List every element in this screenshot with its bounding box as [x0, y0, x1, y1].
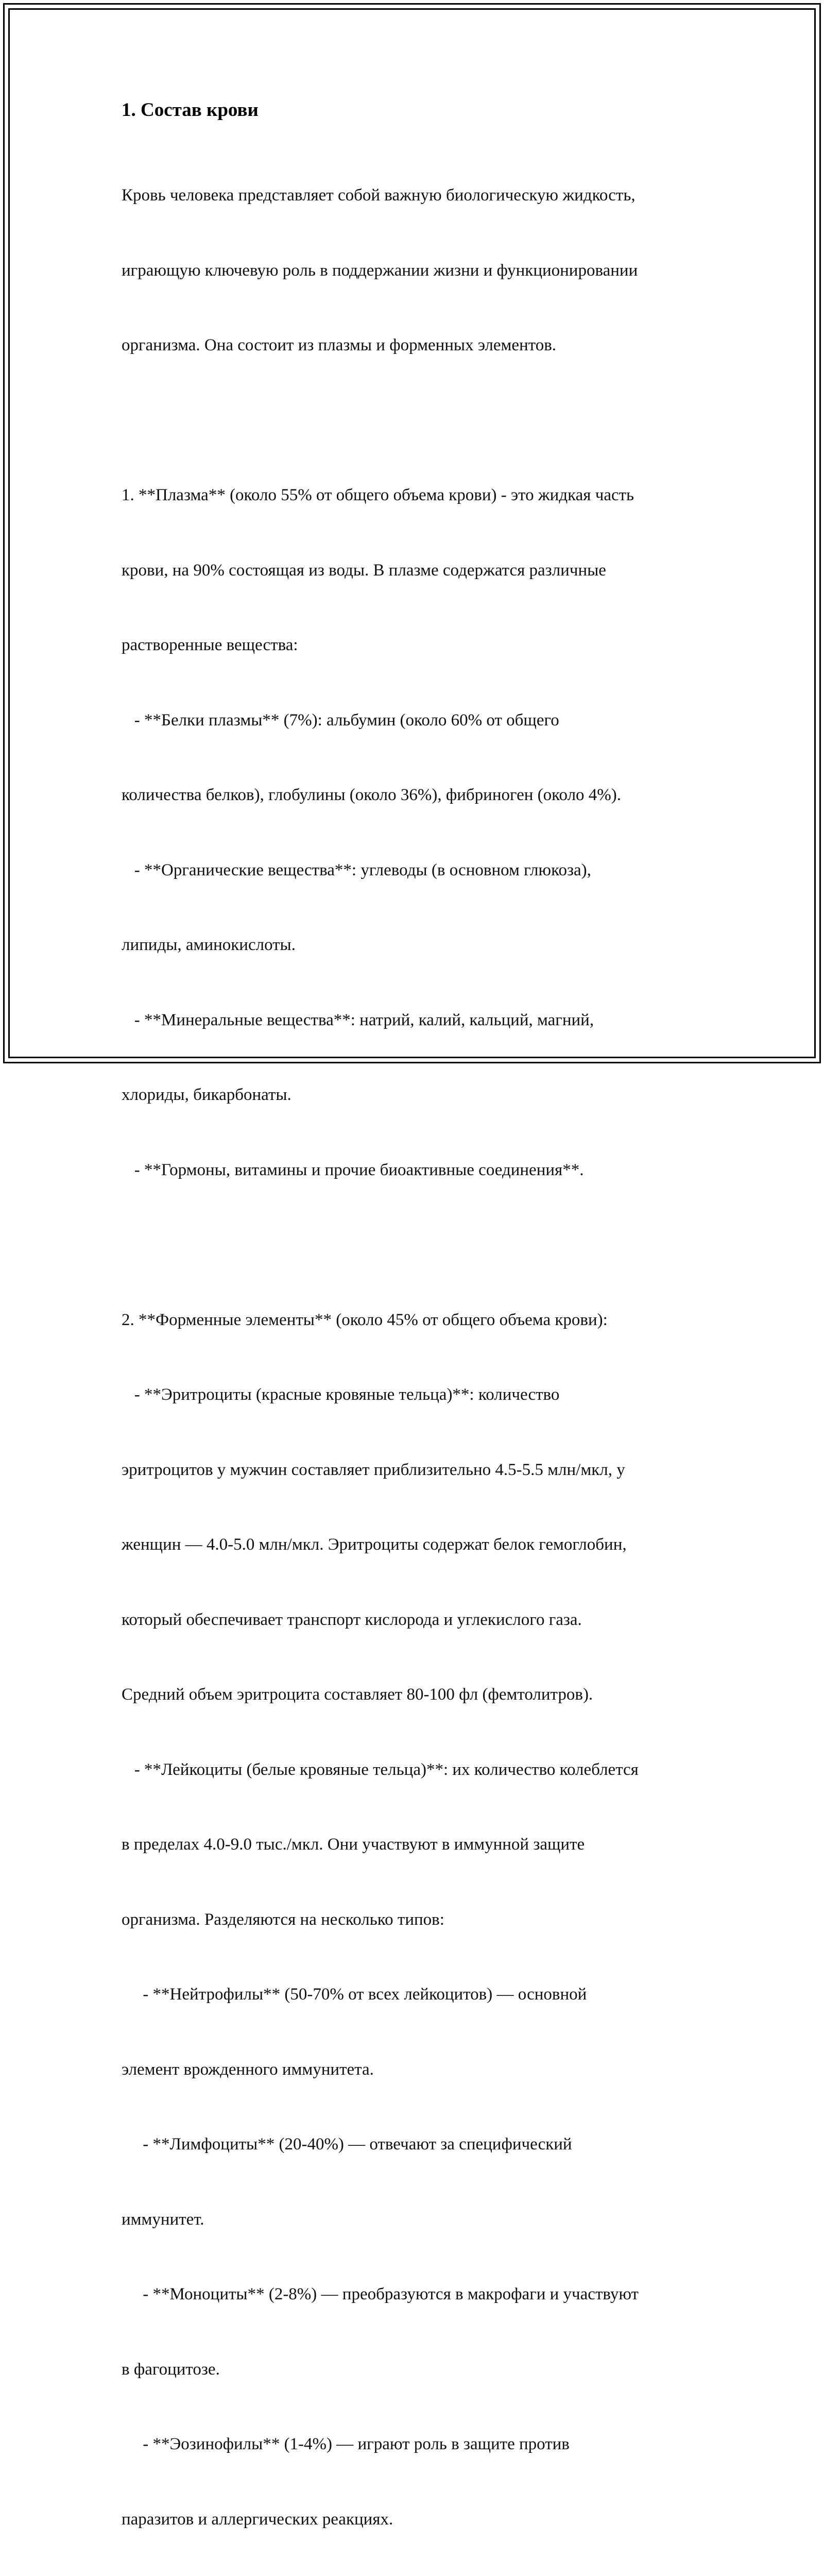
text-line: в фагоцитозе.	[122, 2360, 220, 2379]
text-line: - **Гормоны, витамины и прочие биоактивные соединения**.	[122, 1160, 584, 1179]
text-line: организма. Она состоит из плазмы и форменных элементов.	[122, 336, 557, 354]
text-line: эритроцитов у мужчин составляет приблизительно 4.5-5.5 млн/мкл, у	[122, 1460, 625, 1479]
text-line: - **Лейкоциты (белые кровяные тельца)**: их количество колеблется	[122, 1760, 639, 1779]
text-line: - **Лимфоциты** (20-40%) — отвечают за специфический	[122, 2135, 572, 2154]
text-line: крови, на 90% состоящая из воды. В плазме содержатся различные	[122, 561, 606, 580]
text-line: - **Нейтрофилы** (50-70% от всех лейкоцитов) — основной	[122, 1985, 587, 2004]
document-body	[122, 98, 709, 2576]
text-line: элемент врожденного иммунитета.	[122, 2060, 374, 2079]
text-line: Средний объем эритроцита составляет 80-100 фл (фемтолитров).	[122, 1685, 593, 1704]
text-line: женщин — 4.0-5.0 млн/мкл. Эритроциты содержат белок гемоглобин,	[122, 1535, 627, 1554]
text-line: в пределах 4.0-9.0 тыс./мкл. Они участвуют в иммунной защите	[122, 1835, 585, 1854]
text-line: организма. Разделяются на несколько типов:	[122, 1910, 444, 1929]
blank-line	[122, 1232, 709, 1258]
text-line: - **Эозинофилы** (1-4%) — играют роль в защите против	[122, 2435, 570, 2453]
section-heading: 1. Состав крови	[122, 99, 259, 121]
text-line: 2. **Форменные элементы** (около 45% от общего объема крови):	[122, 1310, 608, 1329]
text-line: хлориды, бикарбонаты.	[122, 1086, 291, 1104]
text-lines	[122, 133, 709, 2576]
text-line: - **Эритроциты (красные кровяные тельца)**: количество	[122, 1385, 560, 1404]
text-line: паразитов и аллергических реакциях.	[122, 2510, 393, 2529]
text-line: 1. **Плазма** (около 55% от общего объема крови) - это жидкая часть	[122, 486, 634, 504]
text-line: - **Моноциты** (2-8%) — преобразуются в макрофаги и участвуют	[122, 2285, 639, 2303]
blank-line	[122, 408, 709, 433]
text-line: иммунитет.	[122, 2210, 204, 2229]
text-line: количества белков), глобулины (около 36%), фибриноген (около 4%).	[122, 786, 622, 804]
text-line: растворенные вещества:	[122, 636, 298, 654]
text-line: - **Органические вещества**: углеводы (в основном глюкоза),	[122, 860, 591, 879]
text-line: липиды, аминокислоты.	[122, 936, 296, 954]
text-line: - **Минеральные вещества**: натрий, калий, кальций, магний,	[122, 1010, 594, 1029]
text-line: Кровь человека представляет собой важную биологическую жидкость,	[122, 186, 636, 205]
text-line: который обеспечивает транспорт кислорода и углекислого газа.	[122, 1610, 582, 1629]
text-line: играющую ключевую роль в поддержании жизни и функционировании	[122, 261, 638, 280]
text-line: - **Белки плазмы** (7%): альбумин (около 60% от общего	[122, 710, 559, 730]
